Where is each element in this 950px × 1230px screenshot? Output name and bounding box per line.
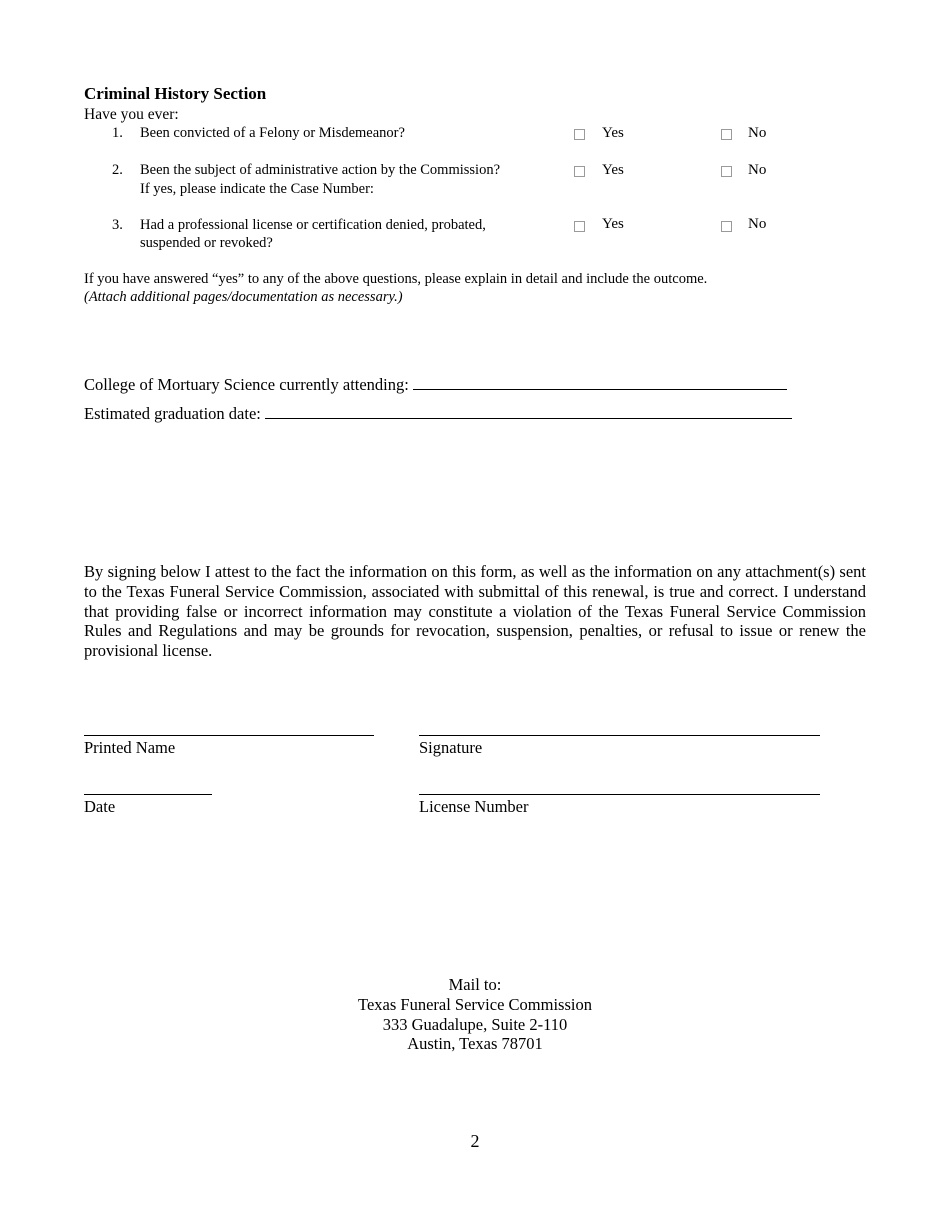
question-subtext: If yes, please indicate the Case Number: xyxy=(140,181,374,197)
yes-label: Yes xyxy=(602,216,624,232)
explain-instruction: If you have answered “yes” to any of the above questions, please explain in detail and include the outcome. xyxy=(84,271,708,287)
mail-street: 333 Guadalupe, Suite 2-110 xyxy=(382,1014,568,1034)
printed-name-line[interactable] xyxy=(84,735,374,736)
question-subtext: suspended or revoked? xyxy=(140,235,273,251)
section-title: Criminal History Section xyxy=(84,84,267,103)
college-input-line[interactable] xyxy=(413,375,787,390)
date-line[interactable] xyxy=(84,794,212,795)
question-text: Been the subject of administrative action by the Commission? xyxy=(140,162,501,178)
no-checkbox[interactable] xyxy=(721,129,732,140)
yes-checkbox[interactable] xyxy=(574,166,585,177)
mail-to-label: Mail to: xyxy=(448,975,502,994)
license-number-line[interactable] xyxy=(419,794,820,795)
graduation-input-line[interactable] xyxy=(265,404,792,419)
yes-label: Yes xyxy=(602,162,624,178)
license-number-label: License Number xyxy=(419,797,529,816)
graduation-label: Estimated graduation date: xyxy=(84,404,261,423)
question-number: 2. xyxy=(112,162,123,178)
yes-label: Yes xyxy=(602,125,624,141)
mailing-address xyxy=(0,975,950,1054)
section-intro: Have you ever: xyxy=(84,106,179,123)
question-text: Been convicted of a Felony or Misdemeanor? xyxy=(140,125,405,141)
yes-checkbox[interactable] xyxy=(574,221,585,232)
signature-line[interactable] xyxy=(419,735,820,736)
page-number: 2 xyxy=(470,1131,480,1151)
no-label: No xyxy=(748,125,767,141)
no-label: No xyxy=(748,216,767,232)
question-number: 1. xyxy=(112,125,123,141)
explain-note: (Attach additional pages/documentation as necessary.) xyxy=(84,289,403,305)
mail-city: Austin, Texas 78701 xyxy=(407,1034,543,1054)
printed-name-label: Printed Name xyxy=(84,738,176,757)
no-checkbox[interactable] xyxy=(721,166,732,177)
question-text: Had a professional license or certification denied, probated, xyxy=(140,217,486,233)
no-label: No xyxy=(748,162,767,178)
attestation-paragraph: By signing below I attest to the fact the information on this form, as well as the information on any attachment(s) sent to the Texas Funeral Service Commission, associated with submittal of this renewal, is true and correct. I understand that providing false or incorrect information may constitute a violation of the Texas Funeral Service Commission Rules and Regulations and may be grounds for revocation, suspension, penalties, or refusal to issue or renew the provisional license. xyxy=(84,562,866,661)
mail-recipient: Texas Funeral Service Commission xyxy=(358,994,592,1014)
college-field xyxy=(84,375,787,395)
yes-checkbox[interactable] xyxy=(574,129,585,140)
graduation-field xyxy=(84,404,792,424)
college-label: College of Mortuary Science currently attending: xyxy=(84,375,409,394)
date-label: Date xyxy=(84,797,116,816)
no-checkbox[interactable] xyxy=(721,221,732,232)
question-number: 3. xyxy=(112,217,123,233)
signature-label: Signature xyxy=(419,738,483,757)
